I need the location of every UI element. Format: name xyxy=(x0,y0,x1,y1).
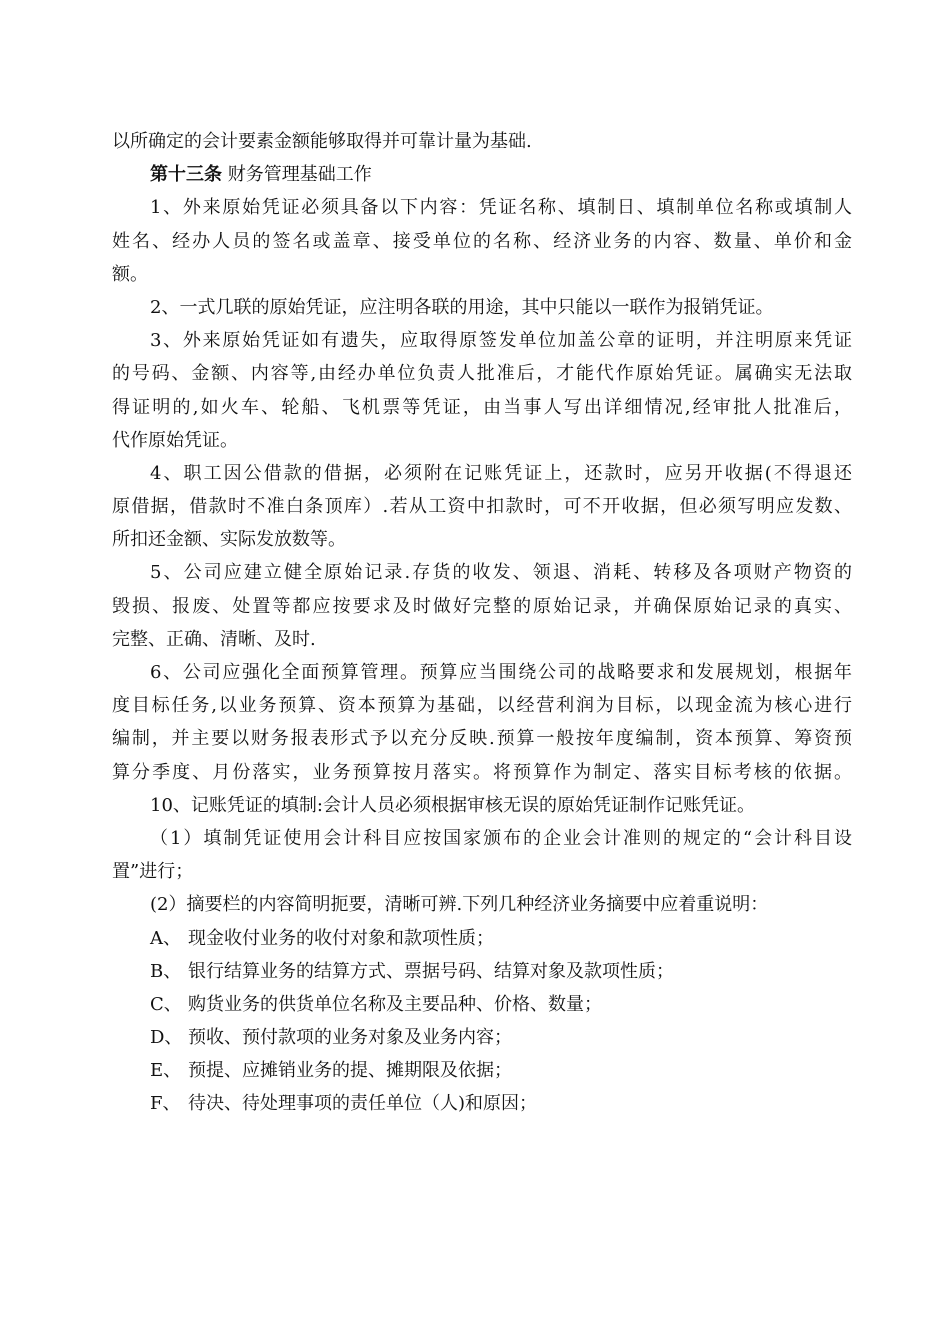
paragraph-line: 4、职工因公借款的借据，必须附在记账凭证上，还款时，应另开收据(不得退还 xyxy=(150,462,852,484)
paragraph-line: 3、外来原始凭证如有遗失，应取得原签发单位加盖公章的证明，并注明原来凭证 xyxy=(150,330,852,352)
list-letter: A、 xyxy=(150,927,181,949)
paragraph-line: 10、记账凭证的填制:会计人员必须根据审核无误的原始凭证制作记账凭证。 xyxy=(150,794,755,816)
paragraph-line: 5、公司应建立健全原始记录.存货的收发、领退、消耗、转移及各项财产物资的 xyxy=(150,562,852,584)
list-item xyxy=(112,922,852,955)
list-item xyxy=(112,1087,852,1120)
document-page xyxy=(112,125,852,1121)
paragraph-line: 额。 xyxy=(112,263,148,285)
paragraph-line: 算分季度、月份落实，业务预算按月落实。将预算作为制定、落实目标考核的依据。 xyxy=(112,761,852,783)
paragraph-line: 编制，并主要以财务报表形式予以充分反映.预算一般按年度编制，资本预算、筹资预 xyxy=(112,728,852,750)
paragraph-line: 6、公司应强化全面预算管理。预算应当围绕公司的战略要求和发展规划，根据年 xyxy=(150,662,852,683)
paragraph-line: 1、外来原始凭证必须具备以下内容：凭证名称、填制日、填制单位名称或填制人 xyxy=(150,197,852,219)
article-heading xyxy=(112,158,852,191)
list-text: 现金收付业务的收付对象和款项性质； xyxy=(188,927,494,949)
intro-line: 以所确定的会计要素金额能够取得并可靠计量为基础. xyxy=(112,131,532,152)
paragraph-line: (2）摘要栏的内容简明扼要，清晰可辨.下列几种经济业务摘要中应着重说明： xyxy=(150,894,769,916)
paragraph-line: 姓名、经办人员的签名或盖章、接受单位的名称、经济业务的内容、数量、单价和金 xyxy=(112,230,852,252)
list-letter: E、 xyxy=(150,1060,182,1082)
paragraph-line: 度目标任务,以业务预算、资本预算为基础，以经营利润为目标，以现金流为核心进行 xyxy=(112,695,852,717)
list-text: 预收、预付款项的业务对象及业务内容； xyxy=(188,1027,512,1049)
list-text: 购货业务的供货单位名称及主要品种、价格、数量； xyxy=(188,993,602,1015)
list-item xyxy=(112,988,852,1021)
list-item xyxy=(112,955,852,988)
paragraph-line: 的号码、金额、内容等,由经办单位负责人批准后，才能代作原始凭证。属确实无法取 xyxy=(112,363,852,385)
list-item xyxy=(112,1021,852,1054)
list-text: 待决、待处理事项的责任单位（人)和原因； xyxy=(188,1093,538,1115)
paragraph-line: 置”进行； xyxy=(112,861,194,883)
list-letter: B、 xyxy=(150,960,182,982)
paragraph-line: 代作原始凭证。 xyxy=(112,429,238,451)
paragraph-line: 所扣还金额、实际发放数等。 xyxy=(112,529,346,551)
list-text: 银行结算业务的结算方式、票据号码、结算对象及款项性质； xyxy=(188,960,674,982)
list-item xyxy=(112,1054,852,1087)
paragraph-line: 得证明的,如火车、轮船、飞机票等凭证，由当事人写出详细情况,经审批人批准后， xyxy=(112,396,852,418)
paragraph-line: 完整、正确、清晰、及时. xyxy=(112,628,316,650)
list-letter: D、 xyxy=(150,1027,183,1049)
paragraph-line: 2、一式几联的原始凭证，应注明各联的用途，其中只能以一联作为报销凭证。 xyxy=(150,296,774,318)
article-number: 第十三条 xyxy=(150,164,222,186)
article-title: 财务管理基础工作 xyxy=(222,164,372,186)
paragraph-line: （1）填制凭证使用会计科目应按国家颁布的企业会计准则的规定的“会计科目设 xyxy=(150,827,852,849)
list-letter: F、 xyxy=(150,1093,181,1115)
list-letter: C、 xyxy=(150,993,182,1015)
paragraph-line: 毁损、报废、处置等都应按要求及时做好完整的原始记录，并确保原始记录的真实、 xyxy=(112,595,852,617)
paragraph-line: 原借据，借款时不准白条顶库）.若从工资中扣款时，可不开收据，但必须写明应发数、 xyxy=(112,496,852,518)
list-text: 预提、应摊销业务的提、摊期限及依据； xyxy=(188,1060,512,1082)
